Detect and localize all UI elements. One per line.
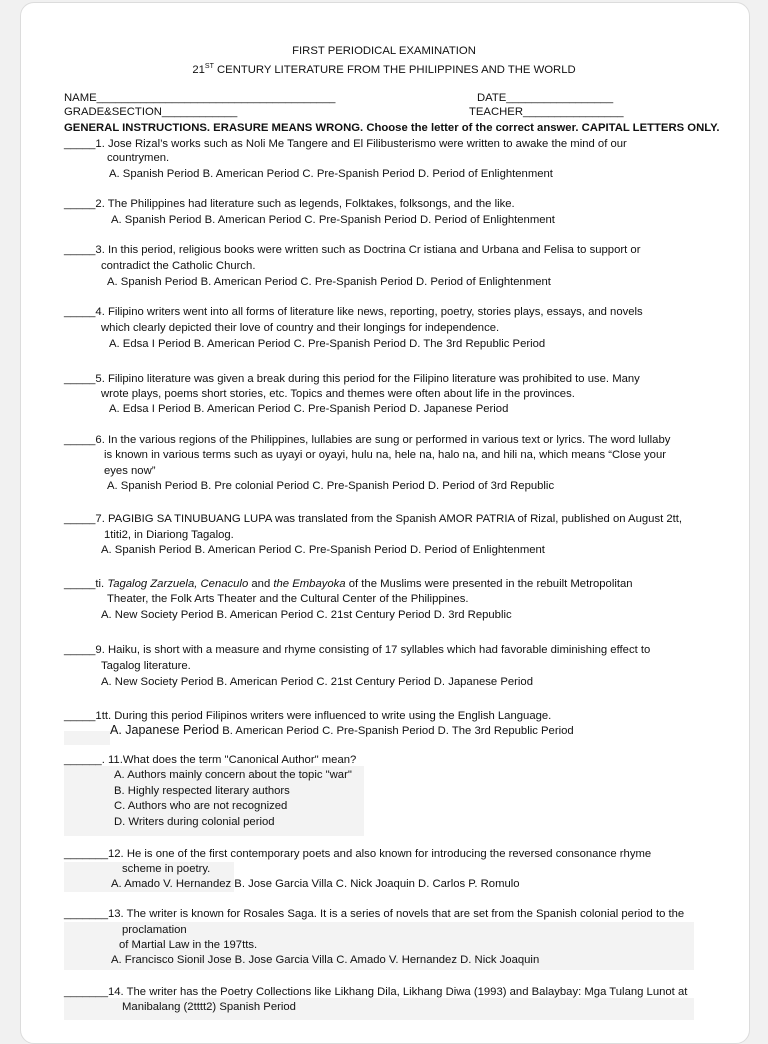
answer-choices: A. Spanish Period B. American Period C. Pre-Spanish Period D. Period of Enlightenment	[101, 544, 545, 556]
answer-choices: A. Spanish Period B. American Period C. Pre-Spanish Period D. Period of Enlightenment	[111, 214, 555, 226]
question-text: Manibalang (2tttt2) Spanish Period	[122, 1001, 296, 1013]
scan-shade	[64, 731, 110, 745]
answer-choices: A. Amado V. Hernandez B. Jose Garcia Villa C. Nick Joaquin D. Carlos P. Romulo	[111, 878, 520, 890]
answer-choice: C. Authors who are not recognized	[114, 800, 288, 812]
question-text: _____2. The Philippines had literature such as legends, Folktakes, folksongs, and the like.	[64, 198, 515, 210]
question-text: Tagalog literature.	[101, 660, 191, 672]
answer-choice: D. Writers during colonial period	[114, 816, 275, 828]
answer-choices: A. Spanish Period B. American Period C. Pre-Spanish Period D. Period of Enlightenment	[107, 276, 551, 288]
question-text: scheme in poetry.	[122, 863, 211, 875]
answer-choices: A. Spanish Period B. American Period C. Pre-Spanish Period D. Period of Enlightenment	[109, 168, 553, 180]
question-text: _______12. He is one of the first contemporary poets and also known for introducing the reversed consonance rhyme	[64, 848, 652, 860]
question-text: Theater, the Folk Arts Theater and the Cultural Center of the Philippines.	[107, 593, 469, 605]
answer-choices: A. New Society Period B. American Period C. 21st Century Period D. Japanese Period	[101, 676, 534, 688]
question-text: _____5. Filipino literature was given a break during this period for the Filipino literature was prohibited to use. Many	[64, 373, 640, 385]
teacher-field[interactable]: TEACHER________________	[469, 106, 624, 118]
question-text: _____6. In the various regions of the Philippines, lullabies are sung or performed in various text or lyrics. The word lullaby	[64, 434, 671, 446]
name-field[interactable]: NAME______________________________________	[64, 92, 336, 104]
question-text: contradict the Catholic Church.	[101, 260, 256, 272]
question-text: wrote plays, poems short stories, etc. Topics and themes were often about life in the provinces.	[101, 388, 575, 400]
question-text: _____1tt. During this period Filipinos writers were influenced to write using the English Language.	[64, 710, 552, 722]
exam-title: FIRST PERIODICAL EXAMINATION	[292, 45, 476, 57]
answer-choices: A. New Society Period B. American Period C. 21st Century Period D. 3rd Republic	[101, 609, 512, 621]
question-text: ______. 11.What does the term "Canonical Author" mean?	[64, 754, 357, 766]
answer-choice: A. Authors mainly concern about the topic "war"	[114, 769, 352, 781]
date-field[interactable]: DATE_________________	[477, 92, 614, 104]
question-text: eyes now”	[104, 465, 156, 477]
grade-section-field[interactable]: GRADE&SECTION____________	[64, 106, 238, 118]
question-text: is known in various terms such as uyayi or oyayi, hulu na, hele na, halo na, and hili na, which means “Close your	[104, 449, 666, 461]
answer-choice: B. Highly respected literary authors	[114, 785, 290, 797]
question-text: 1titi2, in Diariong Tagalog.	[104, 529, 234, 541]
question-text: _____1. Jose Rizal’s works such as Noli Me Tangere and El Filibusterismo were written to awake the mind of our	[64, 138, 627, 150]
answer-choices: A. Francisco Sionil Jose B. Jose Garcia Villa C. Amado V. Hernandez D. Nick Joaquin	[111, 954, 540, 966]
answer-choices: A. Japanese Period B. American Period C. Pre-Spanish Period D. The 3rd Republic Period	[110, 723, 574, 737]
question-text: proclamation	[122, 924, 187, 936]
question-text: of Martial Law in the 197tts.	[119, 939, 258, 951]
exam-subtitle: 21ST CENTURY LITERATURE FROM THE PHILIPPINES AND THE WORLD	[192, 63, 576, 76]
general-instructions: GENERAL INSTRUCTIONS. ERASURE MEANS WRONG. Choose the letter of the correct answer. CAPITAL LETTERS ONLY.	[64, 122, 720, 134]
question-text: _______13. The writer is known for Rosales Saga. It is a series of novels that are set from the Spanish colonial period to the	[64, 908, 685, 920]
question-text: _____4. Filipino writers went into all forms of literature like news, reporting, poetry, stories plays, essays, and novels	[64, 306, 643, 318]
question-text: _____9. Haiku, is short with a measure and rhyme consisting of 17 syllables which had favorable diminishing effect to	[64, 644, 651, 656]
question-text: _____3. In this period, religious books were written such as Doctrina Cr istiana and Urbana and Felisa to support or	[64, 244, 641, 256]
answer-choices: A. Spanish Period B. Pre colonial Period C. Pre-Spanish Period D. Period of 3rd Republic	[107, 480, 555, 492]
answer-choices: A. Edsa I Period B. American Period C. Pre-Spanish Period D. The 3rd Republic Period	[109, 338, 546, 350]
question-text: _____7. PAGIBIG SA TINUBUANG LUPA was translated from the Spanish AMOR PATRIA of Rizal, published on August 2tt,	[64, 513, 683, 525]
question-text: _____ti. Tagalog Zarzuela, Cenaculo and the Embayoka of the Muslims were presented in the rebuilt Metropolitan	[64, 578, 633, 590]
question-text: countrymen.	[107, 152, 170, 164]
answer-choices: A. Edsa I Period B. American Period C. Pre-Spanish Period D. Japanese Period	[109, 403, 509, 415]
question-text: which clearly depicted their love of country and their longings for independence.	[101, 322, 500, 334]
question-text: _______14. The writer has the Poetry Collections like Likhang Dila, Likhang Diwa (1993) and Balaybay: Mga Tulang Lunot at	[64, 986, 688, 998]
